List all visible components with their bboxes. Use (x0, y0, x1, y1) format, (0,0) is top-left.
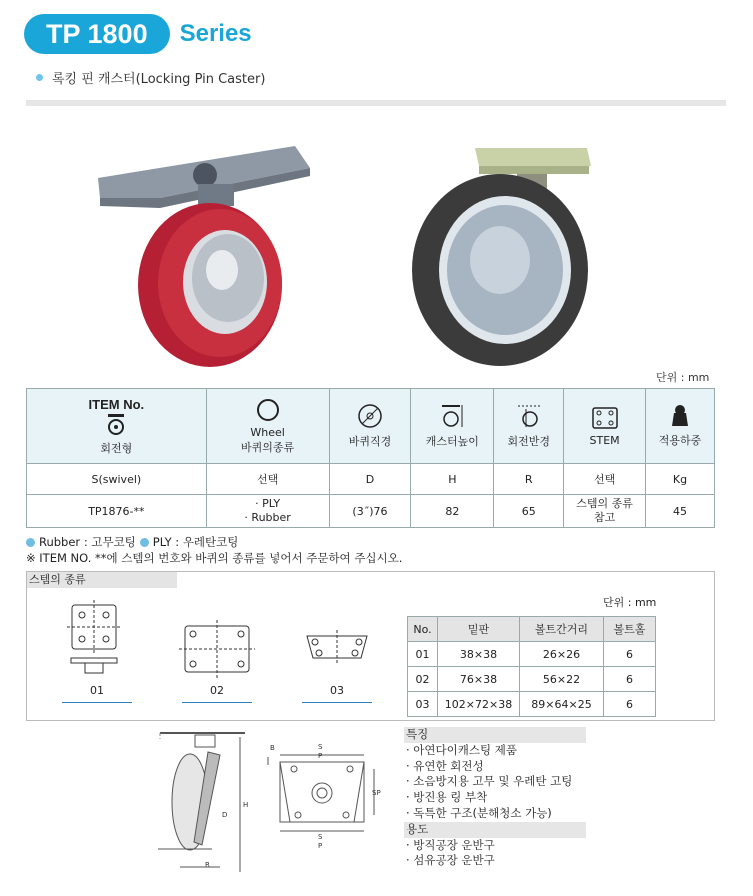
col-item-no: ITEM No. 회전형 (27, 389, 207, 464)
cell: 6 (604, 667, 656, 692)
cell: 6 (604, 642, 656, 667)
list-item: · 방진용 링 부착 (406, 790, 488, 805)
divider (182, 702, 252, 703)
col-diameter: 바퀴직경 (329, 389, 411, 464)
col-stem: STEM (564, 389, 646, 464)
list-item: · 섬유공장 운반구 (406, 853, 495, 868)
cell: R (494, 464, 564, 495)
cell: D (329, 464, 411, 495)
col-load: 적용하중 (646, 389, 715, 464)
rotation-radius-icon (516, 403, 542, 429)
header-cell: 볼트홀 (604, 617, 656, 642)
dim-label: H (243, 801, 249, 809)
dim-label: S (318, 833, 323, 841)
header-cell: 볼트간거리 (520, 617, 604, 642)
features-title: 특징 (404, 727, 586, 743)
dim-label: D (222, 811, 228, 819)
header-cell: 밑판 (438, 617, 520, 642)
cell: 선택 (206, 464, 329, 495)
subtitle (36, 68, 265, 87)
stem-plate-icon (591, 406, 619, 430)
caster-height-icon (439, 403, 465, 429)
dim-label: R (205, 861, 210, 869)
unit-label: 단위 : mm (603, 596, 657, 609)
cell: (3˝)76 (329, 495, 411, 528)
wheel-diameter-icon (357, 403, 383, 429)
bullet-dot-icon (36, 74, 43, 81)
cell: H (411, 464, 494, 495)
bullet-dot-icon (140, 538, 149, 547)
cell: 01 (408, 642, 438, 667)
divider (62, 702, 132, 703)
cell: 45 (646, 495, 715, 528)
cell: S(swivel) (27, 464, 207, 495)
cell: 89×64×25 (520, 692, 604, 717)
cell: 65 (494, 495, 564, 528)
bullet-dot-icon (26, 538, 35, 547)
unit-label: 단위 : mm (656, 371, 710, 384)
list-item: · 방직공장 운반구 (406, 837, 495, 852)
cell: 스템의 종류 참고 (564, 495, 646, 528)
cell: 38×38 (438, 642, 520, 667)
cell: · PLY · Rubber (206, 495, 329, 528)
list-item: · 아연다이캐스팅 제품 (406, 742, 517, 757)
features-list (404, 727, 586, 869)
cell: 102×72×38 (438, 692, 520, 717)
divider (302, 702, 372, 703)
cell: 6 (604, 692, 656, 717)
load-weight-icon (669, 404, 691, 428)
stem-title: 스템의 종류 (27, 572, 177, 588)
dim-label: B (270, 744, 275, 752)
wheel-circle-icon (256, 398, 280, 422)
red-caster-photo (90, 140, 320, 370)
cell: 76×38 (438, 667, 520, 692)
cell: 82 (411, 495, 494, 528)
stem-label-02: 02 (210, 684, 224, 697)
bolt-table (407, 616, 656, 717)
title-block (24, 14, 252, 54)
spec-table (26, 388, 715, 528)
stem-label-03: 03 (330, 684, 344, 697)
series-label: Series (179, 20, 252, 47)
stem-drawings (67, 600, 387, 688)
stem-label-01: 01 (90, 684, 104, 697)
dim-label: S (318, 743, 323, 751)
subtitle-text: 록킹 핀 캐스터(Locking Pin Caster) (52, 72, 266, 87)
divider (26, 100, 726, 106)
stem-types-box (26, 571, 715, 721)
list-item: · 소음방지용 고무 및 우레탄 고팅 (406, 774, 573, 789)
list-item: · 독특한 구조(분해청소 가능) (406, 805, 552, 820)
cell: TP1876-** (27, 495, 207, 528)
col-wheel: Wheel 바퀴의종류 (206, 389, 329, 464)
model-badge: TP 1800 (24, 14, 170, 54)
dim-label: P (318, 842, 323, 850)
swivel-caster-icon (103, 412, 129, 436)
list-item: · 유연한 회전성 (406, 758, 484, 773)
col-height: 캐스터높이 (411, 389, 494, 464)
order-note: ※ ITEM NO. **에 스템의 번호와 바퀴의 종류를 넣어서 주문하여 주십시오. (26, 551, 403, 565)
cell: 26×26 (520, 642, 604, 667)
col-radius: 회전반경 (494, 389, 564, 464)
dim-label: P (318, 752, 323, 760)
notes: Rubber : 고무코팅 PLY : 우레탄코팅 ※ ITEM NO. **에 스템의 번호와 바퀴의 종류를 넣어서 주문하여 주십시오. (26, 535, 403, 565)
cell: 56×22 (520, 667, 604, 692)
cell: 선택 (564, 464, 646, 495)
black-caster-photo (405, 140, 595, 370)
cell: 03 (408, 692, 438, 717)
cell: Kg (646, 464, 715, 495)
technical-drawing (150, 727, 390, 882)
cell: 02 (408, 667, 438, 692)
use-title: 용도 (404, 822, 586, 838)
header-cell: No. (408, 617, 438, 642)
dim-label: SP (372, 789, 381, 797)
